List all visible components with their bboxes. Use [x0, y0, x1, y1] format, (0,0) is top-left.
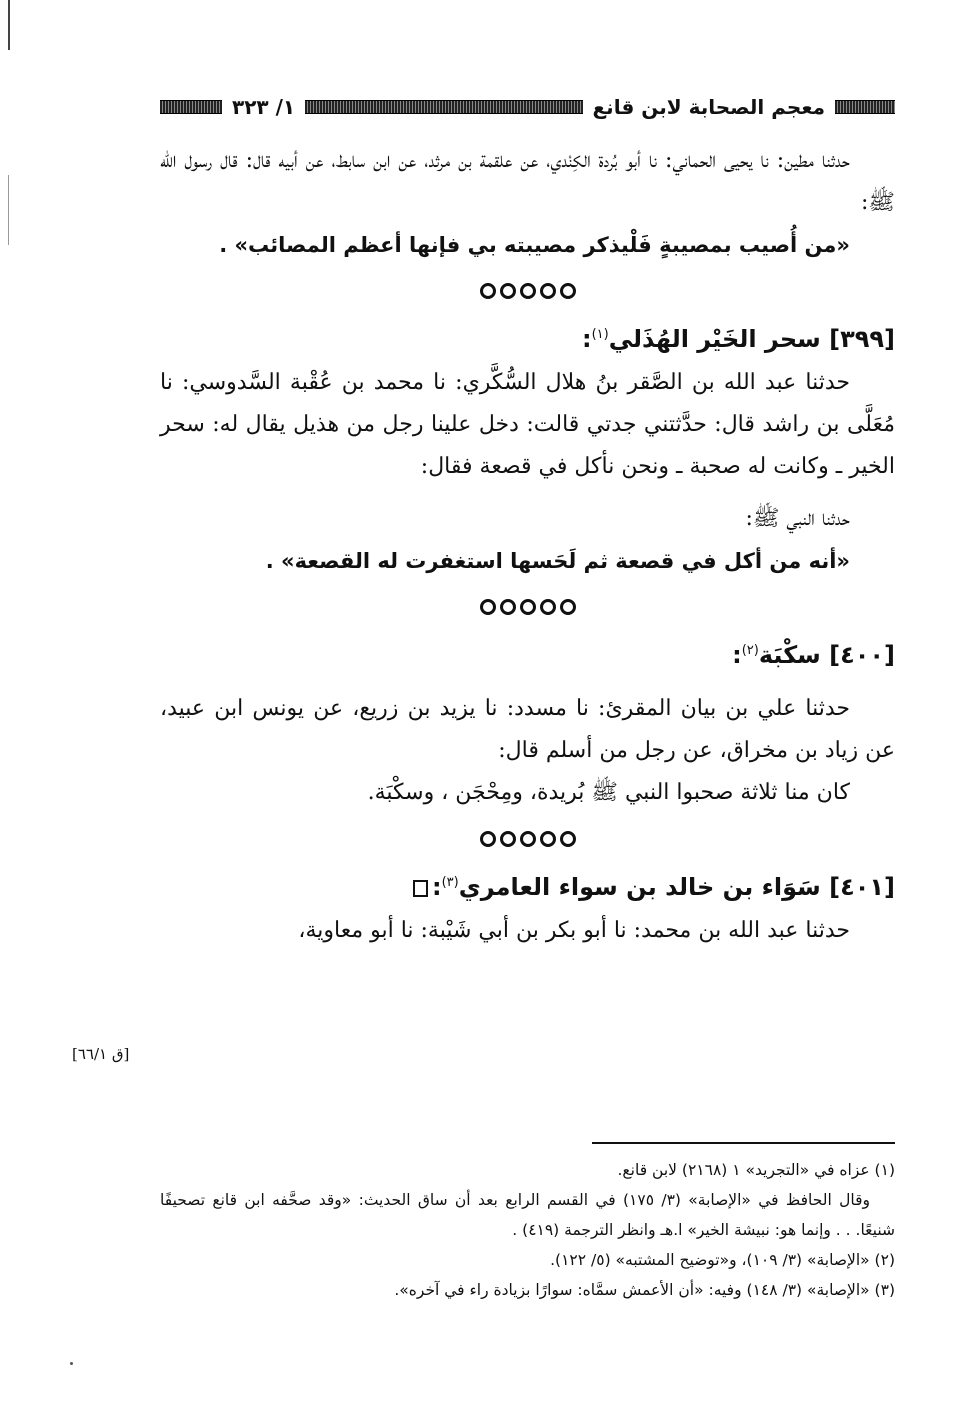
paragraph: حدثنا عبد الله بن محمد: نا أبو بكر بن أبي شَيْبة: نا أبو معاوية،: [298, 918, 850, 943]
circle-ornament-icon: [500, 283, 516, 299]
header-ornament-bar: [305, 100, 582, 114]
manuscript-folio-ref: [ق ٦٦/١]: [72, 1045, 130, 1063]
entry-heading-401: [160, 860, 895, 910]
entry-heading-399: [160, 312, 895, 362]
footnote-marker[interactable]: (٢): [741, 643, 759, 658]
section-separator: [160, 592, 895, 622]
footnote-2: (٢) «الإصابة» (٣/ ١٠٩)، و«توضيح المشتبه» (٥/ ١٢٢).: [550, 1251, 895, 1269]
section-separator: [160, 276, 895, 306]
circle-ornament-icon: [480, 283, 496, 299]
entry-colon: :: [732, 641, 742, 669]
footnote-divider: [592, 1142, 895, 1144]
scan-edge-mark: [8, 175, 9, 245]
footnotes: [160, 1155, 895, 1305]
header-ornament-bar: [835, 100, 895, 114]
entry-colon: :: [431, 873, 442, 901]
paragraph: حدثنا علي بن بيان المقرئ: نا مسدد: نا يزيد بن زريع، عن يونس ابن عبيد، عن زياد بن مخراق، عن رجل من أسلم قال:: [160, 696, 895, 763]
entry-heading-400: [160, 628, 895, 678]
circle-ornament-icon: [560, 283, 576, 299]
circle-ornament-icon: [520, 599, 536, 615]
circle-ornament-icon: [560, 599, 576, 615]
page-body: [160, 140, 895, 952]
circle-ornament-icon: [560, 831, 576, 847]
paragraph: حدثنا عبد الله بن الصَّقر بنُ هلال السُّكَّري: نا محمد بن عُقْبة السَّدوسي: نا مُعَلَّى بن راشد قال: حدَّثتني جدتي قالت: دخل علينا رجل من هذيل يقال له: سحر الخير ـ وكانت له صحبة ـ ونحن نأكل في قصعة فقال:: [160, 370, 895, 479]
footnote-marker[interactable]: (١): [591, 327, 609, 342]
footnote-3: (٣) «الإصابة» (٣/ ١٤٨) وفيه: «أن الأعمش سمَّاه: سوارًا بزيادة راء في آخره».: [394, 1281, 895, 1299]
manuscript-marker-icon: [413, 880, 428, 897]
circle-ornament-icon: [520, 831, 536, 847]
scan-speck: [70, 1362, 73, 1365]
circle-ornament-icon: [540, 599, 556, 615]
section-separator: [160, 824, 895, 854]
circle-ornament-icon: [540, 283, 556, 299]
scan-edge-mark: [8, 0, 10, 50]
circle-ornament-icon: [500, 599, 516, 615]
entry-title: [٤٠١] سَوَاء بن خالد بن سواء العامري: [458, 873, 895, 901]
paragraph: حدثنا النبي ﷺ:: [745, 506, 850, 531]
circle-ornament-icon: [500, 831, 516, 847]
header-ornament-bar: [160, 100, 222, 114]
paragraph: كان منا ثلاثة صحبوا النبي ﷺ بُريدة، ومِحْجَن ، وسكْبَة.: [367, 780, 850, 805]
footnote-1: (١) عزاه في «التجريد» ١ (٢١٦٨) لابن قانع.: [617, 1161, 895, 1179]
header-page-number: ١/ ٣٢٣: [232, 95, 296, 119]
footnote-1-continued: وقال الحافظ في «الإصابة» (٣/ ١٧٥) في القسم الرابع بعد أن ساق الحديث: «وقد صحَّفه ابن قانع تصحيفًا شنيعًا. . . وإنما هو: نبيشة الخير» ا.هـ وانظر الترجمة (٤١٩) .: [160, 1191, 895, 1239]
circle-ornament-icon: [480, 599, 496, 615]
running-header: [160, 88, 895, 126]
circle-ornament-icon: [540, 831, 556, 847]
hadith-text: «من أُصيب بمصيبةٍ فَلْيذكر مصيبته بي فإنها أعظم المصائب» .: [219, 233, 850, 257]
header-title: معجم الصحابة لابن قانع: [592, 95, 825, 119]
circle-ornament-icon: [480, 831, 496, 847]
circle-ornament-icon: [520, 283, 536, 299]
entry-title: [٤٠٠] سكْبَة: [758, 641, 895, 669]
footnote-marker[interactable]: (٣): [441, 875, 459, 890]
entry-colon: :: [581, 325, 592, 353]
paragraph: حدثنا مطين: نا يحيى الحماني: نا أبو بُردة الكِنْدي، عن علقمة بن مرثد، عن ابن سابط، عن أبيه قال: قال رسول الله ﷺ:: [160, 148, 895, 215]
entry-title: [٣٩٩] سحر الخَيْر الهُذَلي: [608, 325, 895, 353]
hadith-text: «أنه من أكل في قصعة ثم لَحَسها استغفرت له القصعة» .: [265, 549, 850, 573]
